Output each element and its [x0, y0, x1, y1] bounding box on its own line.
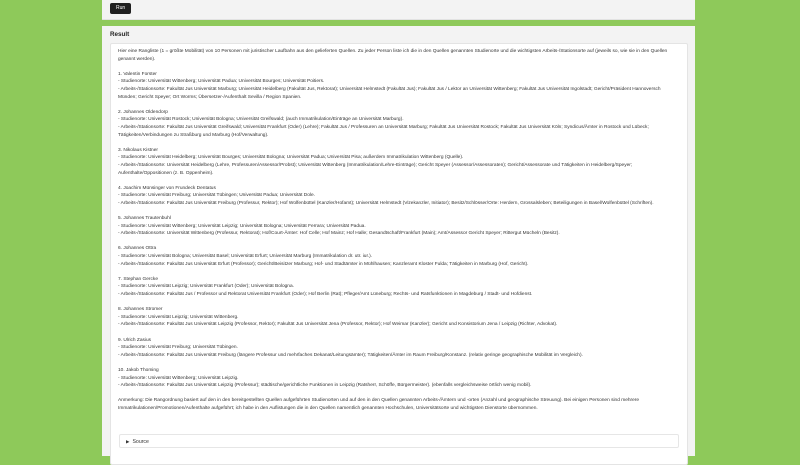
result-panel — [102, 26, 695, 456]
triangle-right-icon: ▶ — [126, 439, 130, 444]
result-title: Result — [110, 31, 130, 38]
result-box[interactable] — [110, 43, 688, 465]
source-label: Source — [132, 439, 149, 445]
source-toggle[interactable] — [119, 434, 679, 448]
top-panel — [102, 0, 695, 20]
run-button[interactable]: Run — [110, 3, 131, 14]
result-text: Hier eine Rangliste (1 = größte Mobilität) von 10 Personen mit juristischer Laufbahn aus den gelieferten Quellen. Zu jeder Person liste ich die in den Quellen genannten Studienorte und die wichtigsten Arbeits-/Stationsorte auf (jeweils so, wie sie in den Quellen genannt werden). 1. Valentin Forster - Studienorte: Universität Wittenberg; Universität Padua; Universität Bourges; Universität Poitiers. - Arbeits-/Stationsorte: Fakultät Jus Universität Marburg; Universität Heidelberg (Fakultät Jus, Rektorat); Universität Helmstedt (Fakultät Jus); Fakultät Jus / Lektor an Universität Wittenberg; Fakultät Jus Universität Ingolstadt; Gericht/Präsident Hannoversch Münden; Gericht Speyer; Ort Worms; Übersetzer-/Aufenthalt Sevilla / Region Spanien. 2. Johannes Oldendorp - Studienorte: Universität Rostock; Universität Bologna; Universität Greifswald; (auch Immatrikulation/Einträge an Universität Marburg). - Arbeits-/Stationsorte: Fakultät Jus Universität Greifswald; Universität Frankfurt (Oder) (Lehre); Fakultät Jus / Professuren an Universität Marburg; Fakultät Jus Universität Rostock; Fakultät Jus Universität Köln; Syndicus/Ämter in Rostock und Lübeck; Tätigkeiten/Verbindungen zu Straßburg und Marburg (Hof/Verwaltung). 3. Nikolaus Kistner - Studienorte: Universität Heidelberg; Universität Bourges; Universität Bologna; Universität Padua; Universität Pisa; außerdem Immatrikulation Wittenberg (Quelle). - Arbeits-/Stationsorte: Universität Heidelberg (Lehre, Professuren/Assessor/Probst); Universität Wittenberg (Immatrikulation/Lehre-Einträge); Gericht Speyer (Assessor/Assessoraten); Gericht/Assessorate und Tätigkeiten in Heidelberg/Speyer; Aufenthalte/Oppositionen (z. B. Oppenheim). 4. Joachim Münsinger von Frundeck Dentatus - Studienorte: Universität Freiburg; Universität Tübingen; Universität Padua; Universität Dole. - Arbeits-/Stationsorte: Fakultät Jus Universität Freiburg (Professur, Rektor); Hof Wolfenbüttel (Kanzler/Hofamt); Universität Helmstedt (Vizekanzler, Initiator); Besitz/Schlösser/Orte: Herdern, Grossalsleben; Beteiligungen in Basel/Wolfenbüttel (Schriften). 5. Johannes Trautenbuhl - Studienorte: Universität Wittenberg; Universität Leipzig; Universität Bologna; Universität Ferrara; Universität Padua. - Arbeits-/Stationsorte: Universität Wittenberg (Professur, Rektorat); Hof/Court-Ämter: Hof Celle; Hof Mainz; Hof Halle; Gesandtschaft/Frankfurt (Main); Amt/Assessor Gericht Speyer; Rittergut Mücheln (Besitz). 6. Johannes Ottra - Studienorte: Universität Bologna; Universität Basel; Universität Erfurt; Universität Marburg (Immatrikulation dr. utr. iur.). - Arbeits-/Stationsorte: Fakultät Jus Universität Erfurt (Professor); Gericht/Beisitzer Marburg; Hof- und Stadtämter in Mühlhausen; Kanzleramt Kloster Fulda; Tätigkeiten in Marburg (Hof, Gericht). 7. Stephan Gercke - Studienorte: Universität Leipzig; Universität Frankfurt (Oder); Universität Bologna. - Arbeits-/Stationsorte: Fakultät Jus / Professor und Rektorat Universität Frankfurt (Oder); Hof Berlin (Rat); Pfleger/Amt Lüneburg; Rechts- und Ratsfunktionen in Magdeburg / Stadt- und Hofdienst. 8. Johannes Stromer - Studienorte: Universität Leipzig; Universität Wittenberg. - Arbeits-/Stationsorte: Fakultät Jus Universität Leipzig (Professor, Rektor); Fakultät Jus Universität Jena (Professor, Rektor); Hof Weimar (Kanzler); Gericht und Konsistorium Jena / Leipzig (Richter, Advokat). 9. Ulrich Zasius - Studienorte: Universität Freiburg; Universität Tübingen. - Arbeits-/Stationsorte: Fakultät Jus Universität Freiburg (längere Professur und mehrfaches Dekanat/Leitungsämter); Tätigkeiten/Ämter im Raum Freiburg/Konstanz. (relativ geringe geographische Mobilität im Vergleich). 10. Jakob Thoming - Studienorte: Universität Wittenberg; Universität Leipzig. - Arbeits-/Stationsorte: Fakultät Jus Universität Leipzig (Professur); städtische/gerichtliche Funktionen in Leipzig (Ratsherr, Schöffe, Bürgermeister). (ebenfalls vergleichsweise örtlich wenig mobil). Anmerkung: Die Rangordnung basiert auf den in den bereitgestellten Quellen aufgeführten Studienorten und auf den in den Quellen genannten Arbeits-/Ämtern und -orten (Anzahl und geographische Streuung). Bei einigen Personen sind mehrere Immatrikulationen/Promotionen/Aufenthalte aufgeführt; ich habe in den Auflistungen die in den Quellen namentlich genannten Hochschulen, Universitätsorte und wichtigsten Dienstorte übernommen. — [118, 49, 668, 411]
